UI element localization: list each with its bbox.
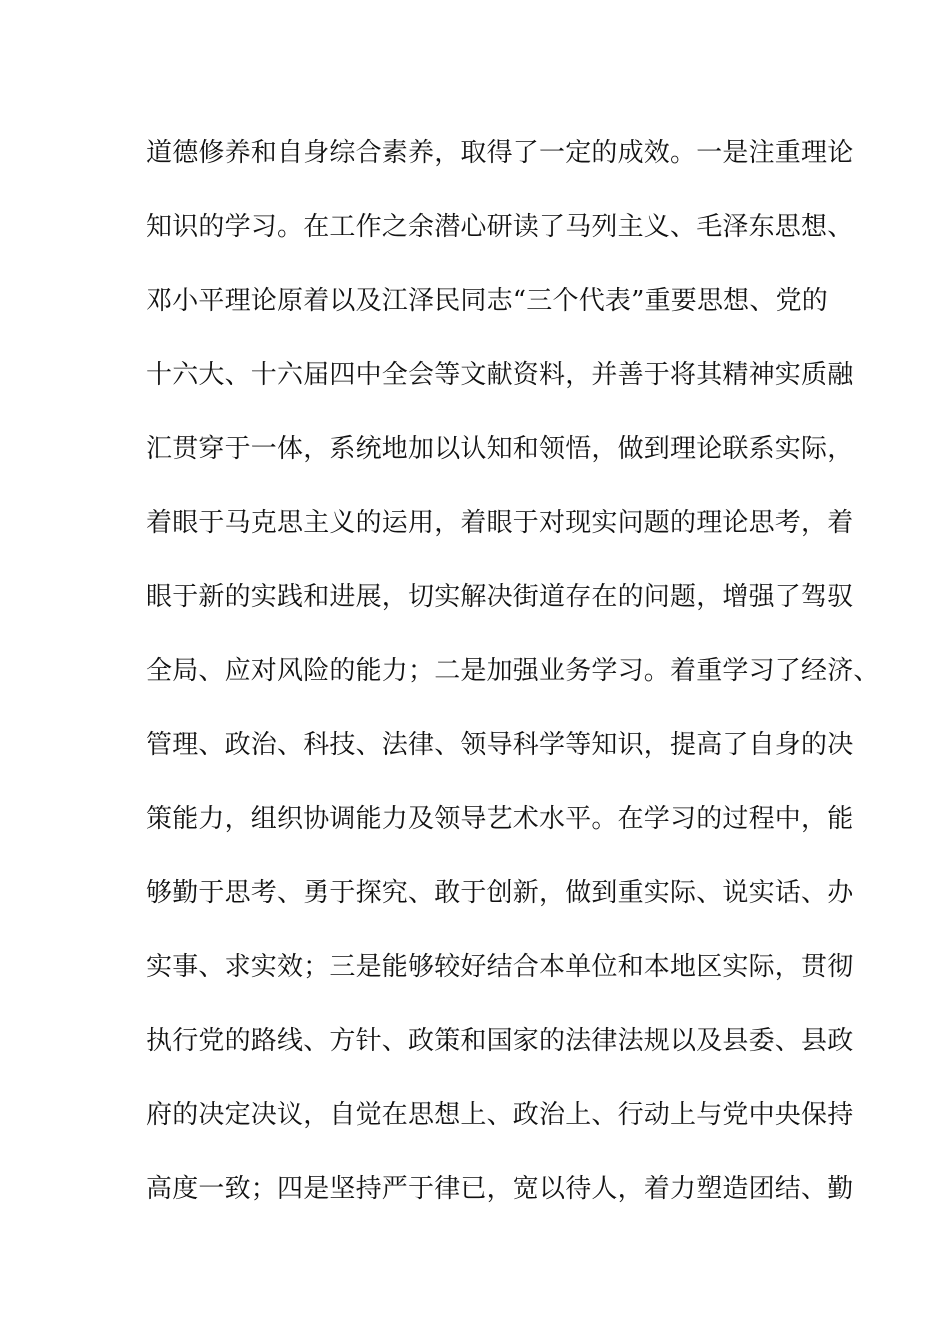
text-line: 执行党的路线、方针、政策和国家的法律法规以及县委、县政: [146, 1026, 854, 1056]
text-line: 高度一致；四是坚持严于律已，宽以待人，着力塑造团结、勤: [146, 1174, 854, 1204]
text-line: 管理、政治、科技、法律、领导科学等知识，提高了自身的决: [146, 730, 854, 760]
text-line: 实事、求实效；三是能够较好结合本单位和本地区实际，贯彻: [146, 952, 854, 982]
body-text: [146, 131, 880, 1241]
text-line: 全局、应对风险的能力；二是加强业务学习。着重学习了经济、: [146, 656, 880, 686]
text-line: 策能力，组织协调能力及领导艺术水平。在学习的过程中，能: [146, 804, 854, 834]
text-line: 知识的学习。在工作之余潜心研读了马列主义、毛泽东思想、: [146, 212, 854, 242]
text-line: 邓小平理论原着以及江泽民同志“三个代表”重要思想、党的: [146, 286, 828, 316]
text-line: 十六大、十六届四中全会等文献资料，并善于将其精神实质融: [146, 360, 854, 390]
text-line: 府的决定决议，自觉在思想上、政治上、行动上与党中央保持: [146, 1100, 854, 1130]
text-line: 道德修养和自身综合素养，取得了一定的成效。一是注重理论: [146, 138, 854, 168]
text-line: 着眼于马克思主义的运用，着眼于对现实问题的理论思考，着: [146, 508, 854, 538]
text-line: 汇贯穿于一体，系统地加以认知和领悟，做到理论联系实际，: [146, 434, 854, 464]
text-line: 眼于新的实践和进展，切实解决街道存在的问题，增强了驾驭: [146, 582, 854, 612]
text-line: 够勤于思考、勇于探究、敢于创新，做到重实际、说实话、办: [146, 878, 854, 908]
